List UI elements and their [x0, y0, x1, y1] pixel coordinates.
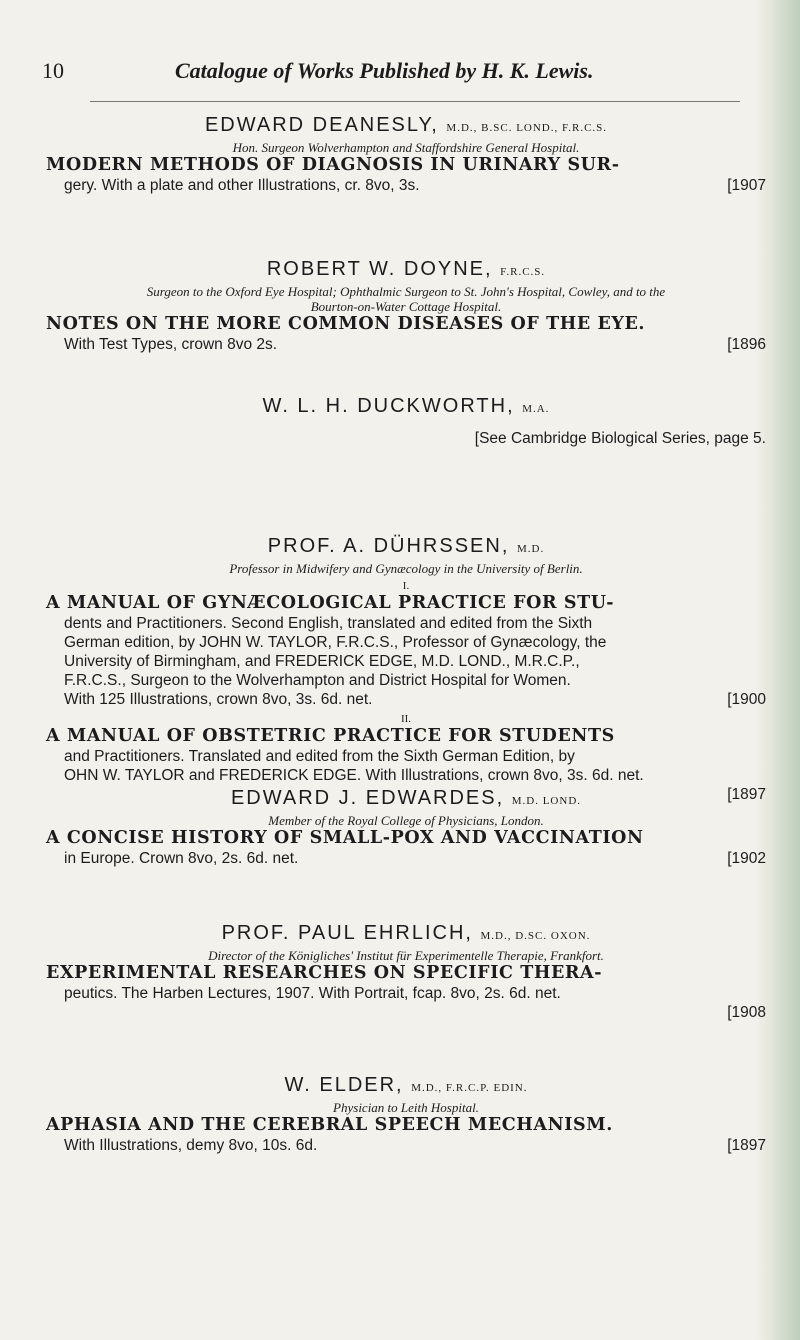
author-name-text: EDWARD J. EDWARDES,	[230, 787, 505, 809]
cross-reference: [See Cambridge Biological Series, page 5.	[474, 430, 766, 447]
publication-year: [1900	[727, 691, 766, 708]
author-name-text: PROF. A. DÜHRSSEN,	[267, 535, 510, 557]
book-title: EXPERIMENTAL RESEARCHES ON SPECIFIC THERA-	[46, 963, 603, 983]
book-title: NOTES ON THE MORE COMMON DISEASES OF THE EYE.	[46, 314, 646, 334]
author-name-text: W. L. H. DUCKWORTH,	[262, 395, 515, 417]
author-name-text: W. ELDER,	[284, 1074, 404, 1096]
publication-year: [1897	[727, 1137, 766, 1154]
author-affiliation: Professor in Midwifery and Gynæcology in the University of Berlin.	[229, 561, 583, 576]
book-description-text: gery. With a plate and other Illustrations, cr. 8vo, 3s.	[64, 177, 420, 194]
page-title: Catalogue of Works Published by H. K. Lewis.	[175, 58, 594, 83]
header-rule	[90, 101, 740, 102]
author-affiliation: Member of the Royal College of Physicians, London.	[268, 813, 544, 828]
description-line: OHN W. TAYLOR and FREDERICK EDGE. With Illustrations, crown 8vo, 3s. 6d. net.	[64, 767, 644, 784]
book-description: peutics. The Harben Lectures, 1907. With Portrait, fcap. 8vo, 2s. 6d. net.	[64, 985, 561, 1002]
book-description	[46, 1136, 766, 1155]
book-description	[46, 849, 766, 868]
author-degrees: M.D.	[516, 543, 545, 555]
entry-duckworth	[46, 394, 766, 448]
author-degrees: M.D., F.R.C.P. EDIN.	[411, 1082, 528, 1094]
description-line: dents and Practitioners. Second English, translated and edited from the Sixth	[64, 615, 593, 632]
running-head	[0, 58, 800, 88]
description-line: University of Birmingham, and FREDERICK EDGE, M.D. LOND., M.R.C.P.,	[64, 653, 580, 670]
book-description-text: in Europe. Crown 8vo, 2s. 6d. net.	[64, 850, 299, 867]
author-name	[46, 257, 766, 284]
description-line: F.R.C.S., Surgeon to the Wolverhampton and District Hospital for Women.	[64, 672, 571, 689]
book-title: MODERN METHODS OF DIAGNOSIS IN URINARY SUR-	[46, 155, 620, 175]
book-description	[46, 614, 766, 709]
book-description	[46, 176, 766, 195]
entry-edwardes	[46, 786, 766, 868]
author-name	[46, 786, 766, 813]
author-affiliation: Hon. Surgeon Wolverhampton and Staffordshire General Hospital.	[232, 140, 580, 155]
entry-doyne	[46, 257, 766, 354]
book-title: A MANUAL OF GYNÆCOLOGICAL PRACTICE FOR STU-	[46, 593, 615, 613]
author-name-text: PROF. PAUL EHRLICH,	[221, 922, 473, 944]
book-description-text: With Test Types, crown 8vo 2s.	[64, 336, 278, 353]
author-affiliation: Physician to Leith Hospital.	[333, 1100, 479, 1115]
work-numeral: II.	[400, 713, 412, 725]
entry-deanesly	[46, 113, 766, 195]
work-numeral: I.	[402, 580, 410, 592]
description-line-text: With 125 Illustrations, crown 8vo, 3s. 6d. net.	[64, 691, 373, 708]
publication-year: [1908	[727, 1004, 766, 1021]
year-line	[46, 1003, 766, 1022]
author-degrees: F.R.C.S.	[500, 266, 546, 278]
author-degrees: M.D., B.SC. LOND., F.R.C.S.	[446, 122, 608, 134]
author-degrees: M.A.	[522, 403, 550, 415]
book-title: A MANUAL OF OBSTETRIC PRACTICE FOR STUDENTS	[46, 726, 615, 746]
publication-year: [1907	[727, 177, 766, 194]
page-number: 10	[42, 58, 64, 83]
author-name	[46, 113, 766, 140]
author-affiliation-cont: Bourton-on-Water Cottage Hospital.	[310, 299, 502, 314]
author-name-text: EDWARD DEANESLY,	[204, 114, 439, 136]
author-name	[46, 1073, 766, 1100]
description-line: German edition, by JOHN W. TAYLOR, F.R.C.S., Professor of Gynæcology, the	[64, 634, 607, 651]
publication-year: [1902	[727, 850, 766, 867]
entry-duhrssen	[46, 534, 766, 804]
author-name-text: ROBERT W. DOYNE,	[266, 258, 493, 280]
book-title: APHASIA AND THE CEREBRAL SPEECH MECHANISM.	[46, 1115, 613, 1135]
entry-ehrlich	[46, 921, 766, 1022]
author-name	[46, 394, 766, 421]
description-line: and Practitioners. Translated and edited from the Sixth German Edition, by	[64, 748, 575, 765]
publication-year: [1896	[727, 336, 766, 353]
author-affiliation: Director of the Königliches' Institut für Experimentelle Therapie, Frankfort.	[208, 948, 604, 963]
book-description	[46, 335, 766, 354]
author-name	[46, 921, 766, 948]
author-name	[46, 534, 766, 561]
author-degrees: M.D. LOND.	[511, 795, 582, 807]
description-line	[64, 690, 766, 709]
book-title: A CONCISE HISTORY OF SMALL-POX AND VACCINATION	[46, 828, 644, 848]
author-degrees: M.D., D.SC. OXON.	[480, 930, 591, 942]
publication-year: [1897	[727, 786, 766, 803]
author-affiliation: Surgeon to the Oxford Eye Hospital; Ophthalmic Surgeon to St. John's Hospital, Cowley, and to the	[146, 284, 666, 299]
entry-elder	[46, 1073, 766, 1155]
book-description-text: With Illustrations, demy 8vo, 10s. 6d.	[64, 1137, 318, 1154]
